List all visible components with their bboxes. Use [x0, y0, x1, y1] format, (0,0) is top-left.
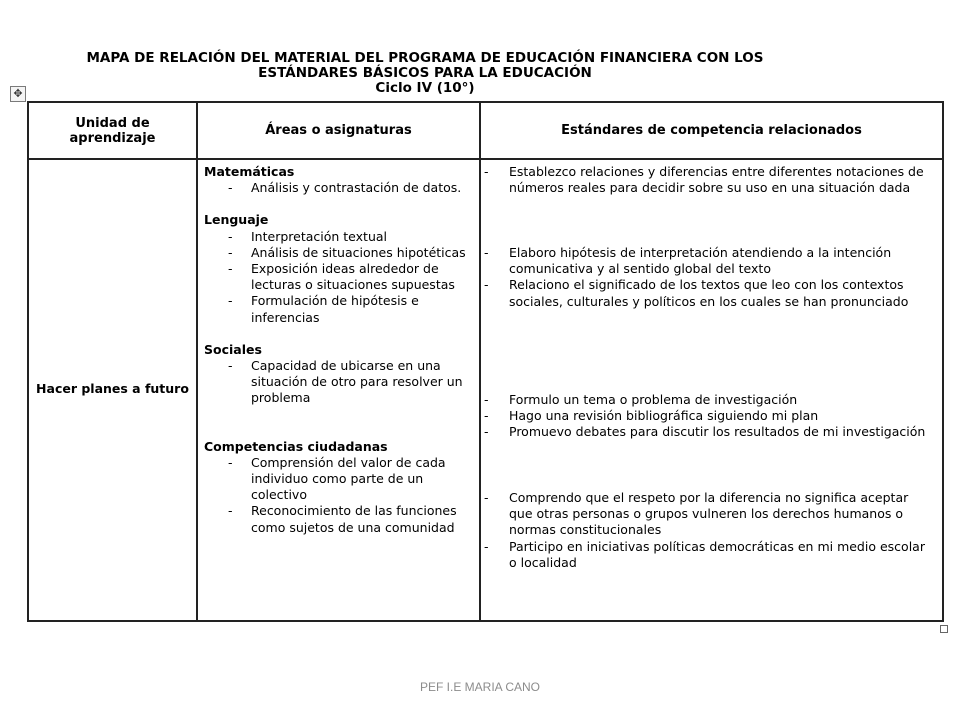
title-line-3: Ciclo IV (10°): [375, 80, 475, 96]
area-section-competencias-ciudadanas: [204, 439, 473, 536]
standard-item: - Elaboro hipótesis de interpretación atendiendo a la intención comunicativa y al sentido global del texto: [481, 245, 934, 277]
area-item: - Capacidad de ubicarse en una situación de otro para resolver un problema: [204, 358, 473, 407]
area-item: - Comprensión del valor de cada individuo como parte de un colectivo: [204, 455, 473, 504]
area-item: - Exposición ideas alrededor de lecturas o situaciones supuestas: [204, 261, 473, 293]
header-standards: Estándares de competencia relacionados: [480, 102, 943, 159]
unit-name: Hacer planes a futuro: [36, 380, 189, 396]
area-item: - Reconocimiento de las funciones como sujetos de una comunidad: [204, 503, 473, 535]
standard-item: - Relaciono el significado de los textos que leo con los contextos sociales, culturales y políticos en los cuales se han pronunciado: [481, 277, 934, 309]
standards-cell: [480, 159, 943, 621]
standard-item: - Formulo un tema o problema de investigación: [481, 392, 934, 408]
table-header-row: [28, 102, 943, 159]
standard-item: - Establezco relaciones y diferencias entre diferentes notaciones de números reales para decidir sobre su uso en una situación dada: [481, 164, 934, 196]
area-section-matematicas: [204, 164, 473, 196]
table-row: [28, 159, 943, 621]
standards-group-lenguaje: [481, 245, 942, 310]
footer-text: PEF I.E MARIA CANO: [419, 680, 541, 694]
relation-table: [27, 101, 944, 622]
area-item: - Análisis de situaciones hipotéticas: [204, 245, 473, 261]
resize-square-icon[interactable]: [940, 625, 948, 633]
area-item: - Análisis y contrastación de datos.: [204, 180, 473, 196]
standard-item: - Comprendo que el respeto por la diferencia no significa aceptar que otras personas o grupos vulneren los derechos humanos o normas constitucionales: [481, 490, 934, 539]
area-section-sociales: [204, 342, 473, 407]
document-title: [70, 51, 780, 96]
header-unit: Unidad de aprendizaje: [28, 102, 197, 159]
unit-cell: [28, 159, 197, 621]
title-line-2: ESTÁNDARES BÁSICOS PARA LA EDUCACIÓN: [258, 65, 592, 81]
standard-item: - Hago una revisión bibliográfica siguiendo mi plan: [481, 408, 934, 424]
header-areas: Áreas o asignaturas: [197, 102, 480, 159]
standards-group-sociales: [481, 392, 942, 441]
move-arrows-icon[interactable]: ✥: [10, 86, 26, 102]
area-name: Sociales: [204, 341, 262, 357]
area-name: Matemáticas: [204, 164, 295, 179]
areas-cell: [197, 159, 480, 621]
area-section-lenguaje: [204, 212, 473, 325]
area-item: - Interpretación textual: [204, 229, 473, 245]
standard-item: - Participo en iniciativas políticas democráticas en mi medio escolar o localidad: [481, 539, 934, 571]
area-item: - Formulación de hipótesis e inferencias: [204, 293, 473, 325]
standard-item: - Promuevo debates para discutir los resultados de mi investigación: [481, 424, 934, 440]
standards-group-matematicas: [481, 164, 942, 196]
area-name: Competencias ciudadanas: [204, 438, 388, 454]
title-line-1: MAPA DE RELACIÓN DEL MATERIAL DEL PROGRAMA DE EDUCACIÓN FINANCIERA CON LOS: [86, 50, 764, 66]
standards-group-competencias-ciudadanas: [481, 490, 942, 571]
area-name: Lenguaje: [204, 212, 269, 228]
